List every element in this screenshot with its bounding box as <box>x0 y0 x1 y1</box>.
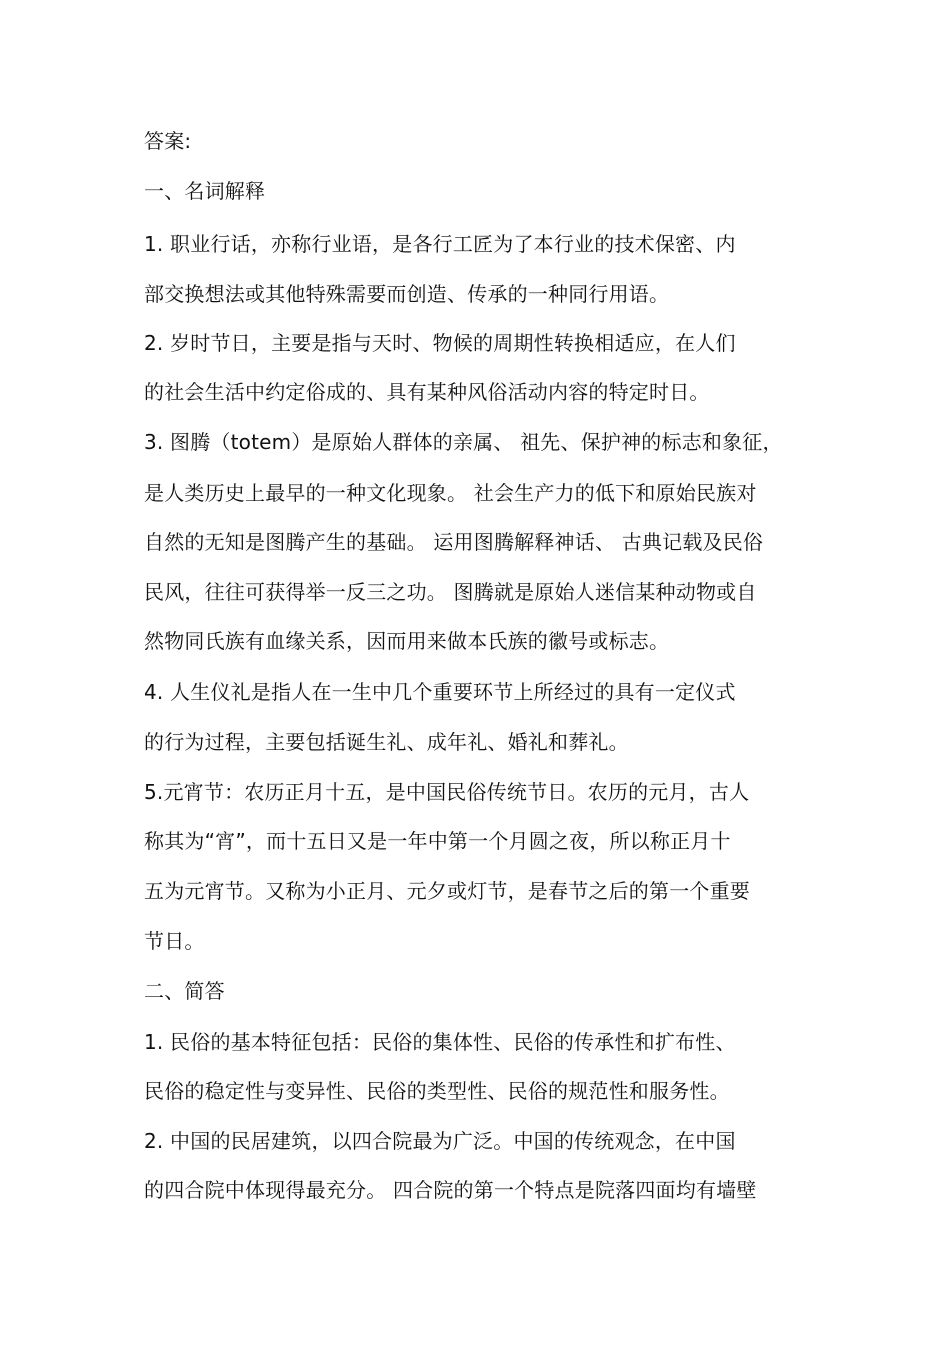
text-line: 部交换想法或其他特殊需要而创造、传承的一种同行用语。 <box>144 282 670 306</box>
text-line: 节日。 <box>144 929 205 953</box>
text-line: 自然的无知是图腾产生的基础。 运用图腾解释神话、 古典记载及民俗 <box>144 530 764 554</box>
text-line: 3. 图腾（totem）是原始人群体的亲属、 祖先、保护神的标志和象征， <box>144 430 783 454</box>
text-line: 2. 岁时节日，主要是指与天时、物候的周期性转换相适应，在人们 <box>144 331 736 355</box>
text-line: 的行为过程，主要包括诞生礼、成年礼、婚礼和葬礼。 <box>144 730 629 754</box>
text-line: 4. 人生仪礼是指人在一生中几个重要环节上所经过的具有一定仪式 <box>144 680 736 704</box>
text-line: 民风，往往可获得举一反三之功。 图腾就是原始人迷信某种动物或自 <box>144 580 757 604</box>
text-line: 的社会生活中约定俗成的、具有某种风俗活动内容的特定时日。 <box>144 380 710 404</box>
text-line: 民俗的稳定性与变异性、民俗的类型性、民俗的规范性和服务性。 <box>144 1079 730 1103</box>
text-line: 5.元宵节：农历正月十五，是中国民俗传统节日。农历的元月，古人 <box>144 780 750 804</box>
text-line: 五为元宵节。又称为小正月、元夕或灯节，是春节之后的第一个重要 <box>144 879 750 903</box>
text-line: 称其为“宵”，而十五日又是一年中第一个月圆之夜，所以称正月十 <box>144 829 731 853</box>
text-line: 然物同氏族有血缘关系，因而用来做本氏族的徽号或标志。 <box>144 629 670 653</box>
text-line: 1. 职业行话，亦称行业语，是各行工匠为了本行业的技术保密、内 <box>144 232 736 256</box>
text-line: 是人类历史上最早的一种文化现象。 社会生产力的低下和原始民族对 <box>144 481 757 505</box>
text-line: 1. 民俗的基本特征包括：民俗的集体性、民俗的传承性和扩布性、 <box>144 1030 736 1054</box>
answer-heading: 答案: <box>144 129 192 153</box>
text-line: 2. 中国的民居建筑，以四合院最为广泛。中国的传统观念，在中国 <box>144 1129 736 1153</box>
section-heading: 二、简答 <box>144 979 225 1003</box>
text-line: 的四合院中体现得最充分。 四合院的第一个特点是院落四面均有墙壁 <box>144 1178 757 1202</box>
section-heading: 一、名词解释 <box>144 179 266 203</box>
